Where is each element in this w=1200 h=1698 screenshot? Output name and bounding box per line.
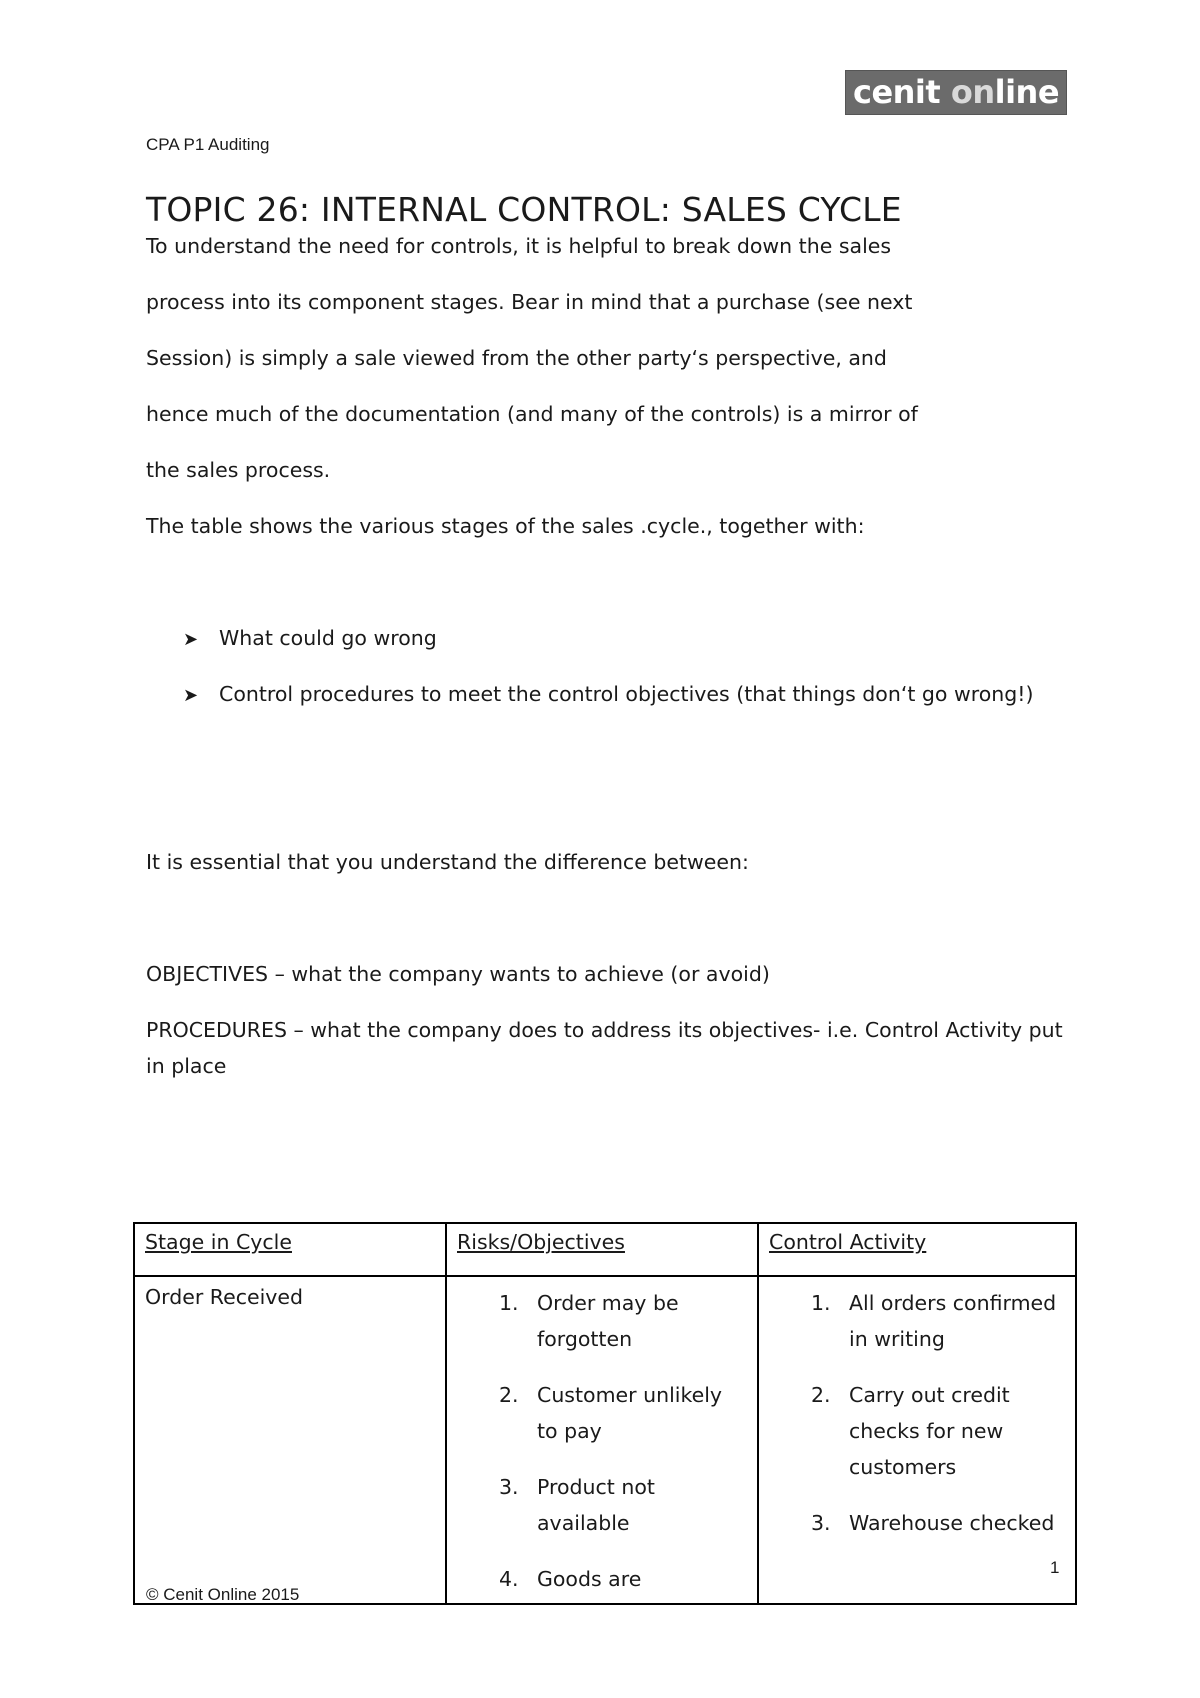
objectives-line: OBJECTIVES – what the company wants to achieve (or avoid): [146, 962, 770, 986]
page-number: 1: [1050, 1558, 1060, 1577]
logo-text-2: on: [950, 73, 995, 111]
list-item: [499, 1561, 747, 1597]
list-text: All orders confirmed in writing: [849, 1291, 1057, 1351]
cenit-online-logo: [845, 70, 1067, 115]
list-item: [811, 1505, 1065, 1541]
intro-line: process into its component stages. Bear in mind that a purchase (see next: [146, 290, 913, 314]
list-number: 2.: [811, 1383, 831, 1407]
risks-list: [457, 1285, 747, 1597]
footer-copyright: © Cenit Online 2015: [146, 1585, 300, 1604]
arrow-bullet-icon: ➤: [183, 685, 199, 706]
list-number: 3.: [811, 1511, 831, 1535]
intro-line: The table shows the various stages of the sales .cycle., together with:: [146, 514, 865, 538]
list-text: Customer unlikely to pay: [537, 1383, 723, 1443]
list-item: [499, 1285, 747, 1357]
logo-text-3: line: [994, 73, 1060, 111]
header-control: Control Activity: [758, 1223, 1076, 1276]
intro-line: the sales process.: [146, 458, 331, 482]
list-text: Warehouse checked: [849, 1511, 1055, 1535]
table-header-row: [134, 1223, 1076, 1276]
list-text: Order may be forgotten: [537, 1291, 679, 1351]
intro-line: hence much of the documentation (and many of the controls) is a mirror of: [146, 402, 918, 426]
list-number: 1.: [499, 1291, 519, 1315]
logo-text-1: cenit: [852, 73, 951, 111]
header-risks: Risks/Objectives: [446, 1223, 758, 1276]
list-number: 1.: [811, 1291, 831, 1315]
list-item: [811, 1377, 1065, 1485]
table-row: [134, 1276, 1076, 1604]
list-text: Carry out credit checks for new customers: [849, 1383, 1010, 1479]
sales-cycle-table: [133, 1222, 1077, 1605]
bullet-text: What could go wrong: [219, 626, 437, 650]
header-stage: Stage in Cycle: [134, 1223, 446, 1276]
control-cell: [758, 1276, 1076, 1604]
list-number: 2.: [499, 1383, 519, 1407]
list-item: [499, 1469, 747, 1541]
list-text: Goods are: [537, 1567, 642, 1591]
procedures-line: PROCEDURES – what the company does to address its objectives- i.e. Control Activity put in place: [146, 1018, 1063, 1078]
list-item: [811, 1285, 1065, 1357]
intro-line: Session) is simply a sale viewed from the other party‘s perspective, and: [146, 346, 887, 370]
controls-list: [769, 1285, 1065, 1541]
stage-cell: Order Received: [134, 1276, 446, 1604]
list-number: 3.: [499, 1475, 519, 1499]
list-text: Product not available: [537, 1475, 655, 1535]
risks-cell: [446, 1276, 758, 1604]
arrow-bullet-icon: ➤: [183, 629, 199, 650]
bullet-item: [183, 626, 437, 650]
list-number: 4.: [499, 1567, 519, 1591]
bullet-item: [183, 682, 1034, 706]
list-item: [499, 1377, 747, 1449]
page-title: TOPIC 26: INTERNAL CONTROL: SALES CYCLE: [146, 190, 902, 229]
header-label: CPA P1 Auditing: [146, 135, 270, 154]
intro-line: To understand the need for controls, it is helpful to break down the sales: [146, 234, 892, 258]
bullet-text: Control procedures to meet the control objectives (that things don‘t go wrong!): [219, 682, 1034, 706]
difference-intro: It is essential that you understand the difference between:: [146, 850, 749, 874]
